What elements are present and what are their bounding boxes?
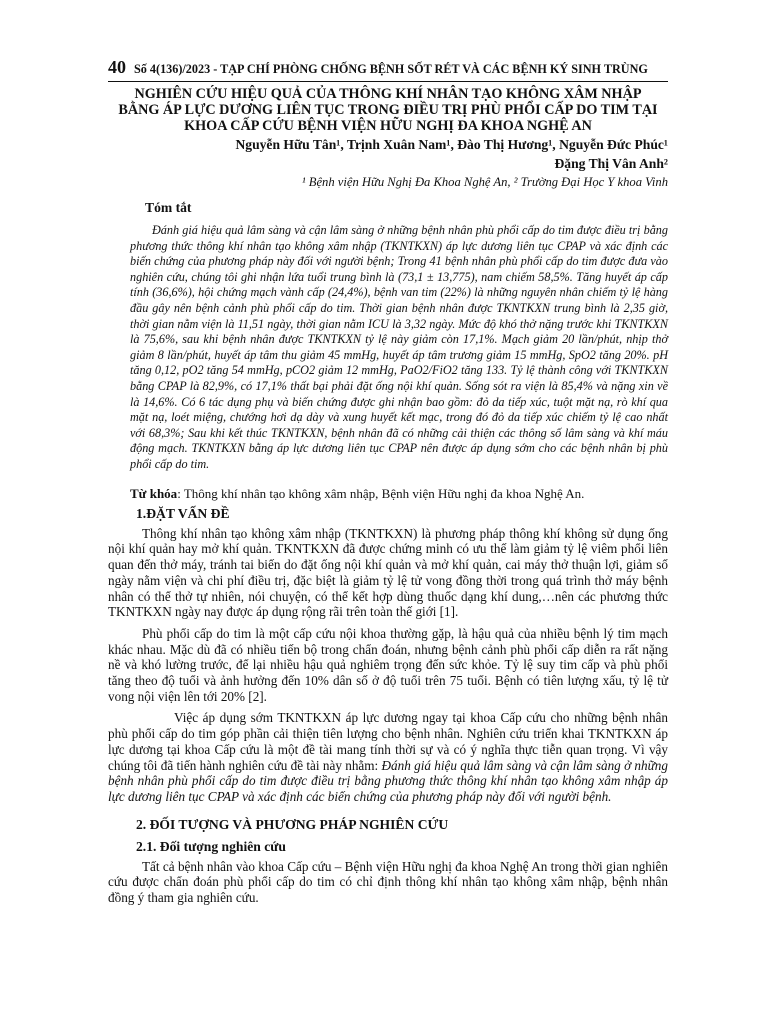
section-1-paragraph-2: Phù phổi cấp do tim là một cấp cứu nội khoa thường gặp, là hậu quả của nhiều bệnh lý tim mạch khác nhau. Mặc dù đã có nhiều tiến bộ trong chẩn đoán, nhưng bệnh cảnh phù phổi cấp diễn ra rất nặng nề và khó lường trước, để lại nhiều hậu quả nghiêm trọng đến sức khỏe. Tỷ lệ suy tim cấp và phù phổi tăng theo độ tuổi và ảnh hưởng đến 10% dân số ở độ tuổi trên 75 tuổi. Bệnh có tiên lượng xấu, tỷ lệ tử vong nội viện lên tới 20% [2]. [108, 625, 668, 704]
section-1-title: 1.ĐẶT VẤN ĐỀ [136, 505, 230, 521]
section-2-1-title: 2.1. Đối tượng nghiên cứu [136, 838, 286, 854]
running-header [108, 57, 668, 82]
article-page [108, 57, 668, 906]
affiliations: ¹ Bệnh viện Hữu Nghị Đa Khoa Nghệ An, ² Trường Đại Học Y khoa Vinh [301, 175, 668, 189]
keywords-label: Từ khóa [130, 485, 178, 501]
abstract-text: Đánh giá hiệu quả lâm sàng và cận lâm sàng ở những bệnh nhân phù phổi cấp do tim được điều trị bằng phương thức thông khí nhân tạo không xâm nhập (TKNTKXN) áp lực dương liên tục CPAP và xác định các biến chứng của phương pháp này đối với người bệnh; Trong 41 bệnh nhân phù phổi cấp do tim được đưa vào nghiên cứu, chúng tôi ghi nhận lứa tuổi trung bình là (73,1 ± 13,775), nam chiếm 58,5%. Tăng huyết áp cấp tính (36,6%), hội chứng mạch vành cấp (24,4%), bệnh van tim (22%) là những nguyên nhân chiếm tỷ lệ hàng đầu gây nên bệnh cảnh phù phổi cấp do tim. Thời gian bệnh nhân được TKNTKXN trung bình là 2,35 giờ, thời gian nằm viện là 11,51 ngày, thời gian nằm ICU là 3,32 ngày. Mức độ khó thở nặng trước khi TKNTKXN là 75,6%, sau khi bệnh nhân được TKNTKXN tỷ lệ này giảm còn 17,1%. Mạch giảm 20 lần/phút, nhịp thở giảm 8 lần/phút, huyết áp tâm thu giảm 45 mmHg, huyết áp tâm trương giảm 15 mmHg, SpO2 tăng 20%. pH tăng 0,12, pO2 tăng 54 mmHg, pCO2 giảm 12 mmHg, PaO2/FiO2 tăng 133. Tỷ lệ thành công với TKNTKXN bằng CPAP là 82,9%, có 17,1% thất bại phải đặt ống nội khí quản. Sống sót ra viện là 85,4% và nặng xin về là 14,6%. Có 6 tác dụng phụ và biến chứng được ghi nhận bao gồm: đỏ da tiếp xúc, tuột mặt nạ, rò khí qua mặt nạ, loét miệng, chướng hơi dạ dày và xung huyết kết mạc, trong đó đỏ da tiếp xúc chiếm tỷ lệ cao nhất với 68,3%; Sau khi kết thúc TKNTKXN, bệnh nhân đã có những cải thiện các thông số lâm sàng và khí máu động mạch. TKNTKXN bằng áp lực dương liên tục CPAP nên được áp dụng sớm cho các bệnh nhân bị phù phổi cấp do tim. [130, 223, 668, 471]
section-1-paragraph-3 [108, 710, 668, 804]
authors-line-1: Nguyễn Hữu Tân¹, Trịnh Xuân Nam¹, Đào Thị Hương¹, Nguyễn Đức Phúc¹ [235, 137, 668, 152]
journal-header: Số 4(136)/2023 - TẠP CHÍ PHÒNG CHỐNG BỆNH SỐT RÉT VÀ CÁC BỆNH KÝ SINH TRÙNG [134, 62, 648, 76]
authors-line-2: Đặng Thị Vân Anh² [554, 156, 668, 171]
section-2-title: 2. ĐỐI TƯỢNG VÀ PHƯƠNG PHÁP NGHIÊN CỨU [136, 816, 449, 832]
title-line-1: NGHIÊN CỨU HIỆU QUẢ CỦA THÔNG KHÍ NHÂN TẠO KHÔNG XÂM NHẬP [134, 86, 642, 102]
study-objective: Đánh giá hiệu quả lâm sàng và cận lâm sàng ở những bệnh nhân phù phổi cấp do tim được điều trị bằng phương thức thông khí nhân tạo không xâm nhập áp lực dương liên tục CPAP và xác định các biến chứng của phương pháp này đối với người bệnh. [108, 757, 668, 804]
section-2-1-paragraph-1: Tất cả bệnh nhân vào khoa Cấp cứu – Bệnh viện Hữu nghị đa khoa Nghệ An trong thời gian nghiên cứu được chẩn đoán phù phổi cấp do tim có chỉ định thông khí nhân tạo không xâm nhập, bệnh nhân đồng ý tham gia nghiên cứu. [108, 858, 668, 906]
page-number: 40 [108, 57, 126, 77]
section-1-paragraph-3-text: Việc áp dụng sớm TKNTKXN áp lực dương ngay tại khoa Cấp cứu cho những bệnh nhân phù phổi cấp do tim góp phần cải thiện tiên lượng cho bệnh nhân. Nghiên cứu triển khai TKNTKXN áp lực dương tại khoa Cấp cứu là một đề tài mang tính thời sự và có ý nghĩa thực tiễn quan trọng. Vì vậy chúng tôi đã tiến hành nghiên cứu đề tài này nhằm: [108, 710, 668, 773]
title-line-2: BẰNG ÁP LỰC DƯƠNG LIÊN TỤC TRONG ĐIỀU TRỊ PHÙ PHỔI CẤP DO TIM TẠI [118, 102, 658, 118]
keywords [130, 485, 668, 503]
abstract-heading: Tóm tắt [145, 200, 192, 215]
article-title [108, 86, 668, 134]
section-1-paragraph-1: Thông khí nhân tạo không xâm nhập (TKNTKXN) là phương pháp thông khí không sử dụng ống nội khí quản hay mở khí quản. TKNTKXN đã được chứng minh có ưu thế làm giảm tỷ lệ viêm phổi liên quan đến thở máy, tránh tai biến do đặt ống nội khí quản và mở khí quản, cai máy thở thuận lợi, giảm số ngày nằm viện và chi phí điều trị, đặc biệt là giảm tỷ lệ tử vong đồng thời trong quá trình thở máy bệnh nhân có thể thở tự nhiên, nói chuyện, có thể kết hợp dùng thuốc dạng khí dung,…nên các phương thức TKNTKXN ngày nay được áp dụng rộng rãi trên toàn thế giới [1]. [108, 525, 668, 620]
title-line-3: KHOA CẤP CỨU BỆNH VIỆN HỮU NGHỊ ĐA KHOA NGHỆ AN [184, 118, 592, 134]
keywords-text: : Thông khí nhân tạo không xâm nhập, Bệnh viện Hữu nghị đa khoa Nghệ An. [177, 485, 585, 501]
author-list [108, 135, 668, 173]
